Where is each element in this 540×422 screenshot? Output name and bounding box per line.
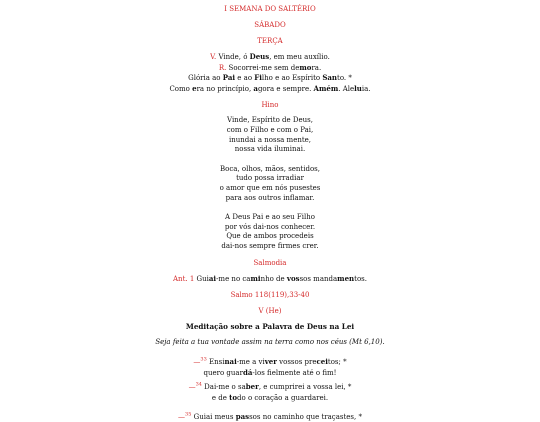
verse-number: 35 — [185, 411, 192, 418]
hymn-line: Boca, olhos, mãos, sentidos, — [220, 164, 320, 173]
hymn-line: dai-nos sempre firmes crer. — [221, 241, 319, 250]
hymn-line: inundai a nossa mente, — [228, 135, 312, 144]
hymn-stanza-2 — [0, 165, 540, 203]
hymn-stanza-3 — [0, 213, 540, 251]
psalm-verse-35 — [0, 412, 540, 422]
psalmody-heading: Salmodia — [253, 258, 287, 267]
hymn-line: com o Filho e com o Pai, — [226, 125, 314, 134]
hymn-heading: Hino — [261, 101, 279, 110]
gloria-line: Glória ao Pai e ao Filho e ao Espírito Santo. * — [188, 73, 352, 83]
opening-versicles — [0, 52, 540, 94]
psalm-verse-34 — [0, 382, 540, 403]
verse-line: —$^{34}$ Dai-me o saber, e cumprirei a vossa lei, * — [188, 382, 352, 392]
verse-number: 34 — [195, 382, 202, 389]
hymn-line: Que de ambos procedeis — [226, 232, 314, 241]
hour-heading: TERÇA — [257, 37, 283, 45]
hymn-stanza-1 — [0, 116, 540, 154]
hymn-line: por vós dai-nos conhecer. — [224, 222, 316, 231]
antiphon-line: Ant. 1 Guiai-me no caminho de vossos mandamentos. — [173, 273, 367, 283]
sicut-line: Como era no princípio, agora e sempre. Amém. Aleluia. — [169, 83, 371, 93]
verse-line: quero guardá-los fielmente até o fim! — [203, 367, 337, 377]
hymn-line: Vinde, Espírito de Deus, — [227, 116, 313, 125]
psalm-reference: Salmo 118(119),33-40 — [230, 291, 310, 300]
versicle-line: V. Vinde, ó Deus, em meu auxílio. — [210, 52, 330, 61]
day-heading: SÁBADO — [254, 21, 286, 29]
verse-line: —$^{33}$ Ensinai-me a viver vossos preceitos; * — [193, 356, 347, 367]
hymn-line: nossa vida iluminai. — [234, 145, 306, 154]
response-line: R. Socorrei-me sem demora. — [218, 62, 322, 72]
verse-line: —$^{35}$ Guiai meus passos no caminho que traçastes, * — [178, 411, 362, 421]
psalm-epigraph: Seja feita a tua vontade assim na terra como nos céus (Mt 6,10). — [155, 337, 385, 346]
psalm-section: V (He) — [258, 307, 282, 316]
hymn-line: tudo possa irradiar — [236, 174, 304, 183]
week-heading: I SEMANA DO SALTÉRIO — [224, 5, 316, 13]
hymn-line: para aos outros inflamar. — [225, 193, 315, 202]
hymn-line: o amor que em nós pusestes — [219, 183, 321, 192]
verse-number: 33 — [200, 356, 207, 363]
verse-line: e de todo o coração a guardarei. — [211, 393, 329, 403]
psalm-title: Meditação sobre a Palavra de Deus na Lei — [185, 322, 355, 332]
psalm-verse-33 — [0, 357, 540, 378]
hymn-line: A Deus Pai e ao seu Filho — [225, 213, 315, 222]
